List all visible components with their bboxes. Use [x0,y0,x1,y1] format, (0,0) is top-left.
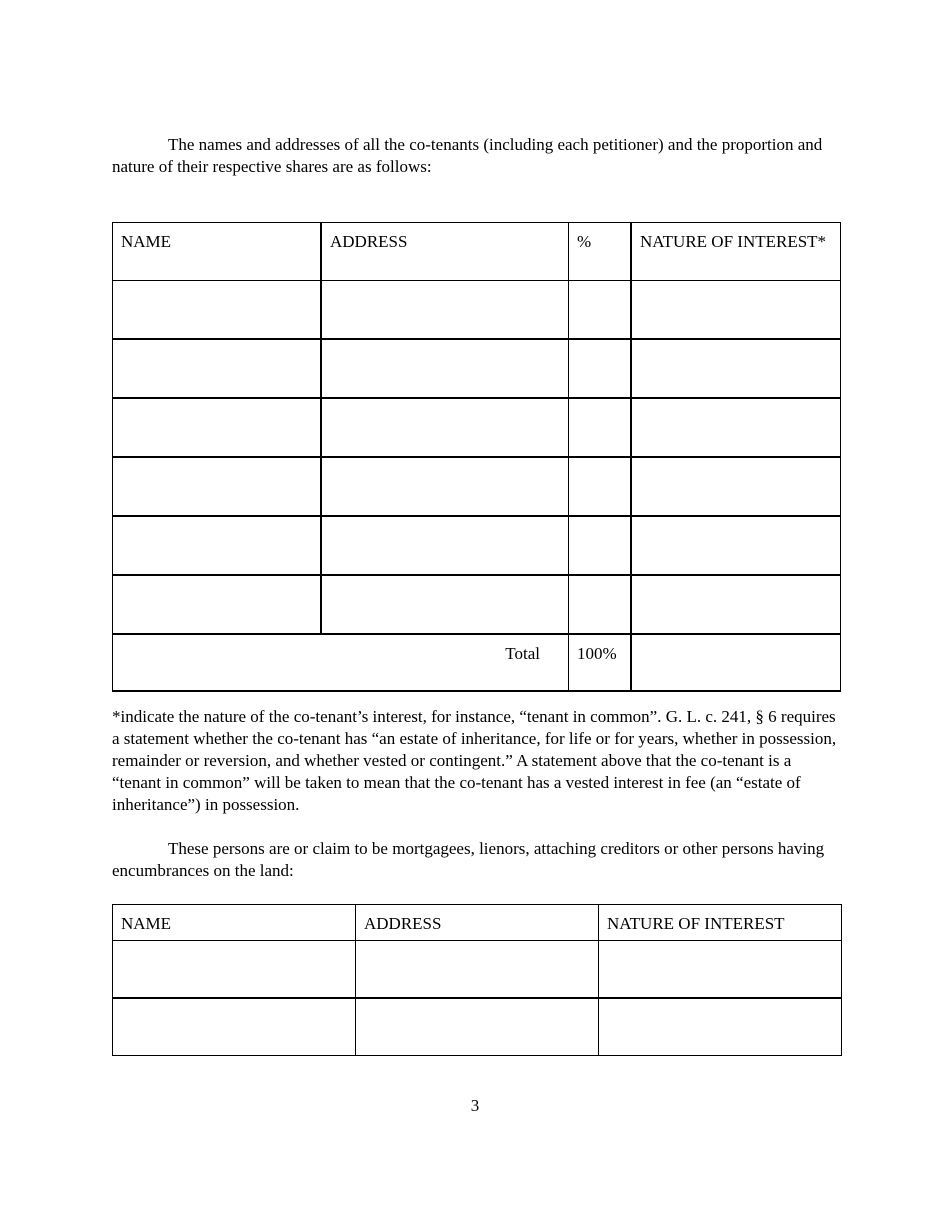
enc-header-nature-label: NATURE OF INTEREST [607,914,785,933]
table-row [113,457,841,516]
cotenant-name-cell[interactable] [113,457,322,516]
total-label: Total [505,644,540,663]
cotenant-percent-cell[interactable] [569,457,632,516]
cotenant-nature-cell[interactable] [631,398,841,457]
enc-header-nature [599,905,842,941]
enc-header-address-label: ADDRESS [364,914,442,933]
cotenant-name-cell[interactable] [113,575,322,634]
enc-header-address [356,905,599,941]
total-label-cell [113,634,569,691]
header-percent [569,223,632,281]
table-row [113,941,842,999]
cotenant-address-cell[interactable] [321,575,569,634]
table-row [113,398,841,457]
cotenant-nature-cell[interactable] [631,457,841,516]
encumbrance-name-cell[interactable] [113,998,356,1056]
cotenant-nature-cell[interactable] [631,516,841,575]
cotenant-name-cell[interactable] [113,281,322,340]
total-row [113,634,841,691]
encumbrance-address-cell[interactable] [356,941,599,999]
cotenant-address-cell[interactable] [321,516,569,575]
enc-header-name-label: NAME [121,914,172,933]
encumbrance-name-cell[interactable] [113,941,356,999]
encumbrance-address-cell[interactable] [356,998,599,1056]
enc-header-name [113,905,356,941]
table-row [113,339,841,398]
table-row [113,998,842,1056]
footnote-paragraph: *indicate the nature of the co-tenant’s interest, for instance, “tenant in common”. G. L. c. 241, § 6 requires a statement whether the co-tenant has “an estate of inheritance, for life or for years, whether in possession, remainder or reversion, and whether vested or contingent.” A statement above that the co-tenant is a “tenant in common” will be taken to mean that the co-tenant has a vested interest in fee (an “estate of inheritance”) in possession. [112,707,837,814]
cotenant-nature-cell[interactable] [631,281,841,340]
cotenant-percent-cell[interactable] [569,281,632,340]
cotenant-name-cell[interactable] [113,339,322,398]
cotenant-nature-cell[interactable] [631,339,841,398]
encumbrance-nature-cell[interactable] [599,941,842,999]
table-row [113,516,841,575]
total-nature-cell[interactable] [631,634,841,691]
cotenant-percent-cell[interactable] [569,398,632,457]
header-name-label: NAME [121,232,172,251]
encumbrance-paragraph: These persons are or claim to be mortgagees, lienors, attaching creditors or other persons having encumbrances on the land: [112,839,825,880]
total-percent: 100% [577,644,617,663]
header-address [321,223,569,281]
cotenant-percent-cell[interactable] [569,516,632,575]
header-nature [631,223,841,281]
cotenant-nature-cell[interactable] [631,575,841,634]
cotenant-address-cell[interactable] [321,398,569,457]
table-row [113,281,841,340]
total-percent-cell [569,634,632,691]
cotenant-percent-cell[interactable] [569,575,632,634]
encumbrance-nature-cell[interactable] [599,998,842,1056]
cotenant-address-cell[interactable] [321,339,569,398]
cotenant-address-cell[interactable] [321,457,569,516]
intro-paragraph: The names and addresses of all the co-tenants (including each petitioner) and the proportion and nature of their respective shares are as follows: [112,135,823,176]
cotenant-header-row [113,223,841,281]
table-row [113,575,841,634]
header-name [113,223,322,281]
page-number: 3 [470,1096,480,1115]
cotenant-percent-cell[interactable] [569,339,632,398]
encumbrance-header-row [113,905,842,941]
cotenant-name-cell[interactable] [113,398,322,457]
cotenant-address-cell[interactable] [321,281,569,340]
cotenant-name-cell[interactable] [113,516,322,575]
header-address-label: ADDRESS [330,232,408,251]
cotenant-table [112,222,841,692]
header-percent-label: % [577,232,592,251]
encumbrance-table [112,904,842,1056]
header-nature-label: NATURE OF INTEREST* [640,232,827,251]
